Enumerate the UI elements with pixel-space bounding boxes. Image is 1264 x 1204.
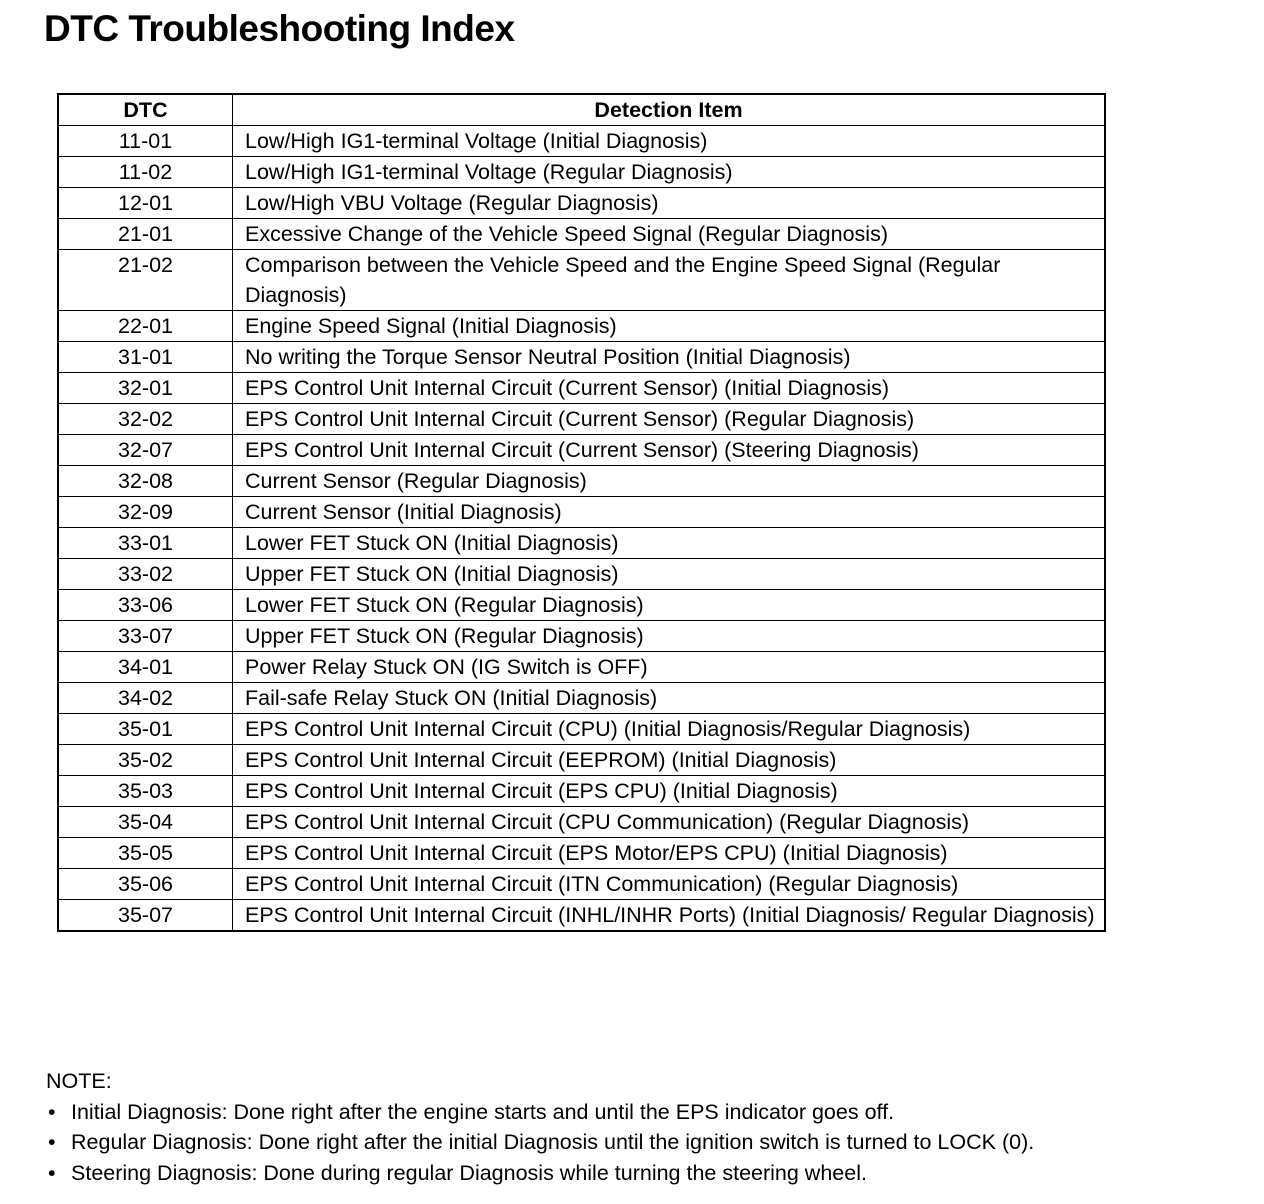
- dtc-code: 35-06: [58, 869, 233, 900]
- detection-item: EPS Control Unit Internal Circuit (EPS CPU) (Initial Diagnosis): [233, 776, 1106, 807]
- dtc-code: 35-07: [58, 900, 233, 932]
- dtc-code: 21-02: [58, 250, 233, 311]
- header-dtc: DTC: [58, 94, 233, 126]
- table-row: [58, 652, 1105, 683]
- detection-item: Engine Speed Signal (Initial Diagnosis): [233, 311, 1106, 342]
- detection-item: Low/High IG1-terminal Voltage (Regular Diagnosis): [233, 157, 1106, 188]
- detection-item: Current Sensor (Regular Diagnosis): [233, 466, 1106, 497]
- detection-item: Lower FET Stuck ON (Initial Diagnosis): [233, 528, 1106, 559]
- dtc-code: 32-01: [58, 373, 233, 404]
- table-row: [58, 621, 1105, 652]
- note-label: NOTE:: [46, 1069, 112, 1093]
- table-row: [58, 900, 1105, 932]
- table-row: [58, 188, 1105, 219]
- dtc-code: 33-02: [58, 559, 233, 590]
- table-row: [58, 714, 1105, 745]
- detection-item: No writing the Torque Sensor Neutral Position (Initial Diagnosis): [233, 342, 1106, 373]
- table-row: [58, 776, 1105, 807]
- table-row: [58, 404, 1105, 435]
- dtc-code: 35-04: [58, 807, 233, 838]
- detection-item: EPS Control Unit Internal Circuit (CPU) (Initial Diagnosis/Regular Diagnosis): [233, 714, 1106, 745]
- table-row: [58, 869, 1105, 900]
- table-row: [58, 683, 1105, 714]
- note-section: [46, 1066, 1034, 1188]
- bullet-icon: •: [48, 1099, 56, 1124]
- note-item: [46, 1097, 1034, 1128]
- detection-item: EPS Control Unit Internal Circuit (CPU Communication) (Regular Diagnosis): [233, 807, 1106, 838]
- detection-item: Power Relay Stuck ON (IG Switch is OFF): [233, 652, 1106, 683]
- detection-item: EPS Control Unit Internal Circuit (EPS Motor/EPS CPU) (Initial Diagnosis): [233, 838, 1106, 869]
- detection-item: EPS Control Unit Internal Circuit (Current Sensor) (Steering Diagnosis): [233, 435, 1106, 466]
- dtc-code: 11-02: [58, 157, 233, 188]
- note-item-text: Regular Diagnosis: Done right after the initial Diagnosis until the ignition switch is turned to LOCK (0).: [71, 1130, 1035, 1154]
- note-item-text: Initial Diagnosis: Done right after the engine starts and until the EPS indicator goes off.: [71, 1099, 895, 1124]
- note-list: [46, 1097, 1034, 1189]
- table-row: [58, 219, 1105, 250]
- dtc-code: 11-01: [58, 126, 233, 157]
- dtc-code: 32-09: [58, 497, 233, 528]
- dtc-code: 12-01: [58, 188, 233, 219]
- dtc-code: 31-01: [58, 342, 233, 373]
- dtc-code: 32-07: [58, 435, 233, 466]
- detection-item: EPS Control Unit Internal Circuit (Current Sensor) (Regular Diagnosis): [233, 404, 1106, 435]
- table-row: [58, 590, 1105, 621]
- detection-item: EPS Control Unit Internal Circuit (INHL/INHR Ports) (Initial Diagnosis/ Regular Diagnosis): [233, 900, 1106, 932]
- detection-item: EPS Control Unit Internal Circuit (Current Sensor) (Initial Diagnosis): [233, 373, 1106, 404]
- dtc-code: 35-01: [58, 714, 233, 745]
- dtc-code: 32-02: [58, 404, 233, 435]
- table-row: [58, 250, 1105, 311]
- table-row: [58, 466, 1105, 497]
- detection-item: Fail-safe Relay Stuck ON (Initial Diagnosis): [233, 683, 1106, 714]
- table-row: [58, 126, 1105, 157]
- dtc-table: [57, 93, 1106, 932]
- table-row: [58, 497, 1105, 528]
- dtc-code: 21-01: [58, 219, 233, 250]
- detection-item: Upper FET Stuck ON (Initial Diagnosis): [233, 559, 1106, 590]
- header-detection-item: Detection Item: [233, 94, 1106, 126]
- table-row: [58, 373, 1105, 404]
- dtc-code: 35-05: [58, 838, 233, 869]
- table-row: [58, 838, 1105, 869]
- table-row: [58, 559, 1105, 590]
- table-row: [58, 311, 1105, 342]
- dtc-code: 35-02: [58, 745, 233, 776]
- dtc-code: 32-08: [58, 466, 233, 497]
- detection-item: Lower FET Stuck ON (Regular Diagnosis): [233, 590, 1106, 621]
- dtc-code: 33-06: [58, 590, 233, 621]
- detection-item: EPS Control Unit Internal Circuit (EEPROM) (Initial Diagnosis): [233, 745, 1106, 776]
- detection-item: EPS Control Unit Internal Circuit (ITN Communication) (Regular Diagnosis): [233, 869, 1106, 900]
- detection-item: Low/High VBU Voltage (Regular Diagnosis): [233, 188, 1106, 219]
- detection-item: Low/High IG1-terminal Voltage (Initial Diagnosis): [233, 126, 1106, 157]
- table-row: [58, 807, 1105, 838]
- dtc-code: 35-03: [58, 776, 233, 807]
- bullet-icon: •: [48, 1160, 56, 1185]
- note-item-text: Steering Diagnosis: Done during regular Diagnosis while turning the steering wheel.: [71, 1160, 867, 1185]
- note-item: [46, 1158, 1034, 1189]
- dtc-code: 33-01: [58, 528, 233, 559]
- detection-item: Current Sensor (Initial Diagnosis): [233, 497, 1106, 528]
- page-title: DTC Troubleshooting Index: [44, 8, 515, 49]
- detection-item: Comparison between the Vehicle Speed and the Engine Speed Signal (Regular Diagnosis): [233, 250, 1106, 311]
- table-row: [58, 342, 1105, 373]
- table-row: [58, 435, 1105, 466]
- bullet-icon: •: [48, 1130, 56, 1154]
- detection-item: Upper FET Stuck ON (Regular Diagnosis): [233, 621, 1106, 652]
- dtc-code: 34-01: [58, 652, 233, 683]
- table-row: [58, 157, 1105, 188]
- table-row: [58, 745, 1105, 776]
- dtc-code: 33-07: [58, 621, 233, 652]
- note-item: [46, 1127, 1034, 1158]
- dtc-code: 22-01: [58, 311, 233, 342]
- dtc-code: 34-02: [58, 683, 233, 714]
- table-header-row: [58, 94, 1105, 126]
- detection-item: Excessive Change of the Vehicle Speed Signal (Regular Diagnosis): [233, 219, 1106, 250]
- table-row: [58, 528, 1105, 559]
